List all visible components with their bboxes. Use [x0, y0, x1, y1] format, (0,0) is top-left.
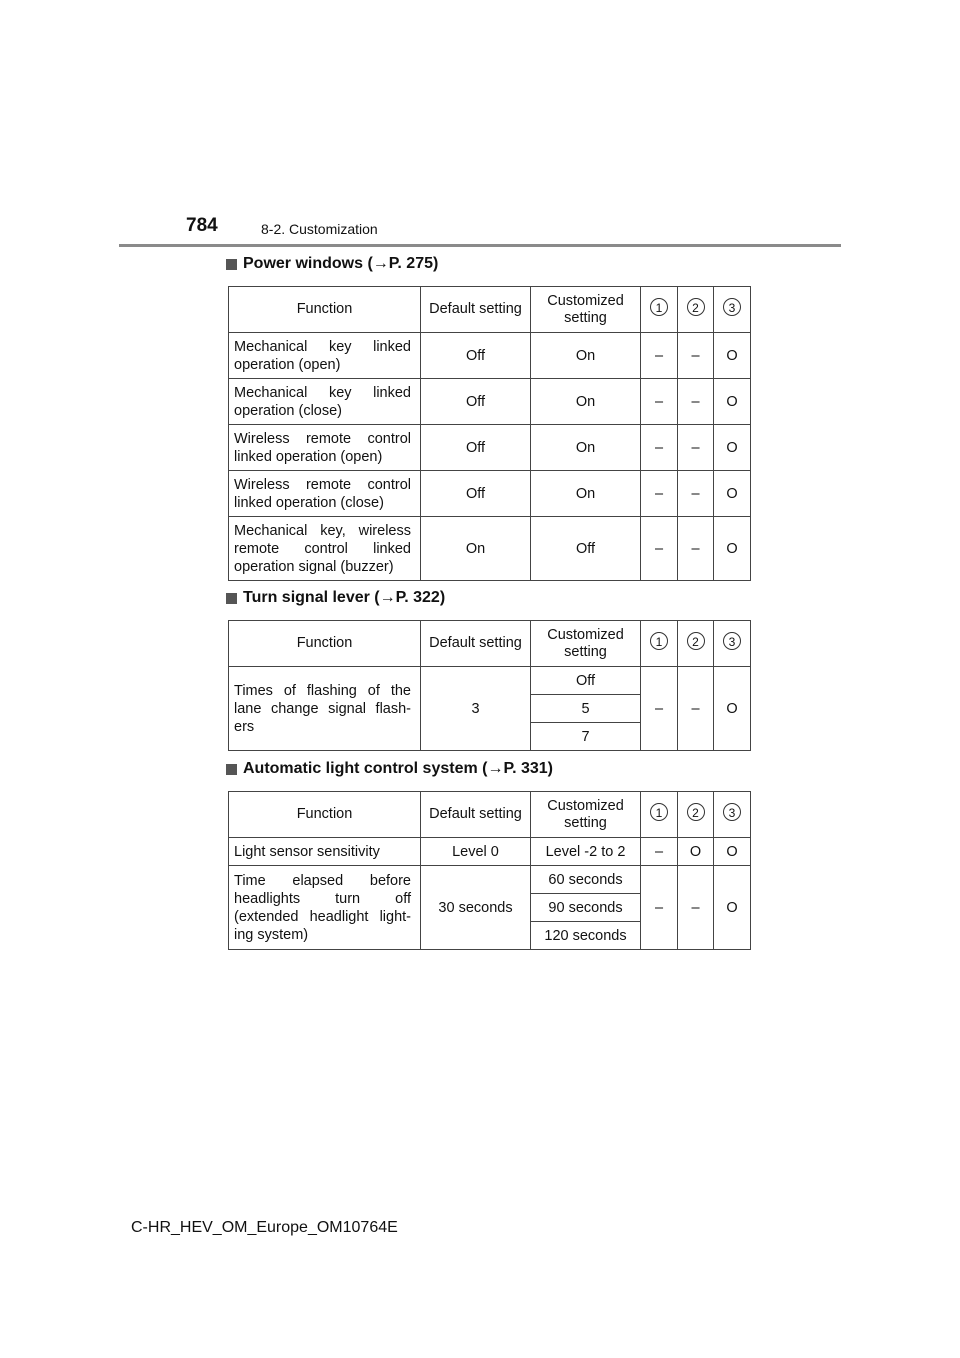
column-header-function: Function [229, 287, 421, 333]
section-title-power-windows [226, 255, 438, 273]
power-windows-table [228, 286, 751, 581]
circled-number-1-icon: 1 [650, 803, 668, 821]
customized-cell: On [531, 379, 641, 425]
function-cell: Light sensor sensitivity [229, 838, 421, 866]
circled-number-1-icon: 1 [650, 298, 668, 316]
function-cell: Wireless remote control linked operation (close) [229, 471, 421, 517]
mark-cell-3: O [714, 425, 751, 471]
column-header-customized: Customized setting [531, 287, 641, 333]
circled-number-1-icon: 1 [650, 632, 668, 650]
circled-number-2-icon: 2 [687, 803, 705, 821]
mark-cell-1: – [641, 517, 678, 581]
mark-cell-1: – [641, 471, 678, 517]
default-cell: Off [421, 425, 531, 471]
mark-cell-3: O [714, 667, 751, 751]
function-cell: Wireless remote control linked operation (open) [229, 425, 421, 471]
column-header-default: Default setting [421, 621, 531, 667]
column-header-function: Function [229, 621, 421, 667]
circled-number-3-icon: 3 [723, 632, 741, 650]
column-header-2 [678, 792, 714, 838]
customized-cell: 60 seconds [531, 866, 641, 894]
customized-cell: On [531, 333, 641, 379]
mark-cell-2: – [678, 517, 714, 581]
table-header-row [229, 621, 751, 667]
mark-cell-2: – [678, 471, 714, 517]
mark-cell-3: O [714, 471, 751, 517]
mark-cell-2: – [678, 667, 714, 751]
customized-cell: 5 [531, 695, 641, 723]
column-header-3 [714, 621, 751, 667]
table-row [229, 517, 751, 581]
circled-number-2-icon: 2 [687, 298, 705, 316]
mark-cell-1: – [641, 425, 678, 471]
mark-cell-2: – [678, 866, 714, 950]
mark-cell-3: O [714, 517, 751, 581]
customized-cell: 90 seconds [531, 894, 641, 922]
default-cell: 3 [421, 667, 531, 751]
customized-cell: On [531, 425, 641, 471]
column-header-1 [641, 621, 678, 667]
default-cell: Off [421, 471, 531, 517]
customized-cell: On [531, 471, 641, 517]
table-row [229, 333, 751, 379]
mark-cell-3: O [714, 838, 751, 866]
section-title-text: Power windows (→P. 275) [243, 255, 439, 272]
default-cell: On [421, 517, 531, 581]
default-cell: 30 seconds [421, 866, 531, 950]
customized-cell: Level -2 to 2 [531, 838, 641, 866]
customized-cell: Off [531, 517, 641, 581]
mark-cell-3: O [714, 866, 751, 950]
mark-cell-1: – [641, 866, 678, 950]
function-cell: Mechanical key, wireless remote control linked operation signal (buzzer) [229, 517, 421, 581]
column-header-1 [641, 287, 678, 333]
header-rule [119, 244, 841, 247]
column-header-customized: Customized setting [531, 792, 641, 838]
function-cell: Time elapsed before headlights turn off (extended headlight light-ing system) [229, 866, 421, 950]
mark-cell-2: – [678, 379, 714, 425]
turn-signal-lever-table [228, 620, 751, 751]
column-header-2 [678, 287, 714, 333]
section-title-automatic-light-control [226, 760, 553, 778]
function-cell: Mechanical key linked operation (close) [229, 379, 421, 425]
default-cell: Off [421, 379, 531, 425]
mark-cell-1: – [641, 838, 678, 866]
page-number: 784 [186, 215, 218, 236]
function-cell: Times of flashing of the lane change signal flash-ers [229, 667, 421, 751]
table-row [229, 838, 751, 866]
default-cell: Level 0 [421, 838, 531, 866]
column-header-3 [714, 287, 751, 333]
column-header-3 [714, 792, 751, 838]
square-bullet-icon [226, 259, 237, 270]
customized-cell: 120 seconds [531, 922, 641, 950]
circled-number-2-icon: 2 [687, 632, 705, 650]
table-row [229, 425, 751, 471]
table-row [229, 471, 751, 517]
mark-cell-3: O [714, 333, 751, 379]
column-header-1 [641, 792, 678, 838]
square-bullet-icon [226, 764, 237, 775]
mark-cell-2: – [678, 333, 714, 379]
mark-cell-1: – [641, 667, 678, 751]
column-header-default: Default setting [421, 792, 531, 838]
column-header-function: Function [229, 792, 421, 838]
column-header-default: Default setting [421, 287, 531, 333]
chapter-title: 8-2. Customization [261, 221, 378, 237]
circled-number-3-icon: 3 [723, 298, 741, 316]
mark-cell-1: – [641, 379, 678, 425]
table-row [229, 667, 751, 695]
square-bullet-icon [226, 593, 237, 604]
function-cell: Mechanical key linked operation (open) [229, 333, 421, 379]
mark-cell-2: O [678, 838, 714, 866]
table-row [229, 866, 751, 894]
customized-cell: Off [531, 667, 641, 695]
customized-cell: 7 [531, 723, 641, 751]
mark-cell-2: – [678, 425, 714, 471]
mark-cell-3: O [714, 379, 751, 425]
document-code: C-HR_HEV_OM_Europe_OM10764E [131, 1219, 398, 1236]
automatic-light-control-table [228, 791, 751, 950]
mark-cell-1: – [641, 333, 678, 379]
column-header-2 [678, 621, 714, 667]
section-title-turn-signal-lever [226, 589, 445, 607]
column-header-customized: Customized setting [531, 621, 641, 667]
table-header-row [229, 287, 751, 333]
default-cell: Off [421, 333, 531, 379]
section-title-text: Automatic light control system (→P. 331) [243, 760, 553, 777]
section-title-text: Turn signal lever (→P. 322) [243, 589, 446, 606]
table-header-row [229, 792, 751, 838]
table-row [229, 379, 751, 425]
circled-number-3-icon: 3 [723, 803, 741, 821]
